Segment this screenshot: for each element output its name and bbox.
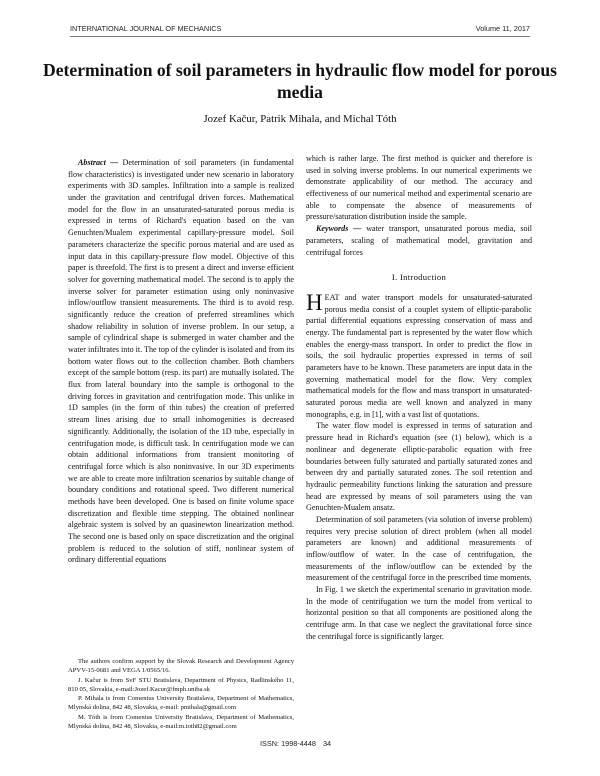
drop-cap: H — [306, 289, 323, 315]
intro-text-1: EAT and water transport models for unsaturated-saturated porous media consist of a couplet system of elliptic-parabolic partial differential equations expressing conservation of mass and energy. The fundamental part is represented by the water flow which enables the energy-mass transport. In order to predict the flow in soils, the soil hydraulic properties expressed in terms of soil parameters have to be known. These parameters are input data in the governing mathematical model for the flow. Very complex mathematical models for the flow and mass transport in unsaturated-saturated porous media are well known and analyzed in many monographs, e.g. in [1], with a vast list of quotations. — [306, 292, 532, 419]
left-column — [68, 157, 294, 566]
intro-paragraph-3: Determination of soil parameters (via solution of inverse problem) requires very precise solution of direct problem (when all model parameters are known) and additional measurements of inflow/outflow of water. In the case of centrifugation, the measurements of the inflow/outflow can be extended by the measurement of the centrifugal force in the prescribed time moments. — [306, 514, 532, 583]
intro-paragraph-1 — [306, 289, 532, 421]
keywords-label: Keywords — — [316, 224, 362, 234]
abstract-continued: which is rather large. The first method is quicker and therefore is used in solving inverse problems. In our numerical experiments we demonstrate applicability of our method. The accuracy and effectiveness of our numerical method and experimental scenario are able to compensate the absence of measurements of pressure/saturation distribution inside the sample. — [306, 154, 532, 222]
abstract-paragraph — [68, 157, 294, 566]
footnotes — [68, 657, 294, 731]
footnote: P. Mihala is from Comenius University Bratislava, Department of Mathematics, Mlynská dolina, 842 48, Slovakia, e-mail: pmihala@gmail.com — [68, 695, 294, 712]
footnote: M. Tóth is from Comenius University Bratislava, Department of Mathematics, Mlynská dolina, 842 48, Slovakia, e-mail:m.toth82@gmail.com — [68, 713, 294, 731]
paper-title: Determination of soil parameters in hydraulic flow model for porous media — [43, 60, 557, 102]
issn: ISSN: 1998-4448 — [260, 739, 316, 748]
journal-name: INTERNATIONAL JOURNAL OF MECHANICS — [70, 24, 222, 33]
abstract-text: Determination of soil parameters (in fundamental flow characteristics) is investigated under new scenario in laboratory experiments with 3D samples. Infiltration into a sample is realized under the gravitation and centrifugal driven forces. Mathematical model for the flow in an unsaturated-saturated porous media is expressed in terms of Richard's equation based on the van Genuchten/Mualem experimental capillary-pressure model. Soil parameters characterize the specific porous material and are used as input data in this capillary-pressure flow model. Objective of this paper is threefold. The first is to present a direct and inverse efficient solver for governing mathematical model. The second is to apply the inverse solver for parameter estimation using only noninvasive inflow/outflow transient measurements. The third is to avoid resp. significantly reduce the creation of preferred streamlines which shadow reliability in solution of inverse problem. In our setup, a sample of cylindrical shape is submerged in water chamber and the water infiltrates into it. The top of the cylinder is isolated and from its bottom water flows out to the collection chamber. Both chambers except of the sample bottom (resp. its part) are mutually isolated. The flux from lateral boundary into the sample is orthogonal to the driving forces in gravitation and centrifugation mode. This unlike in 1D samples (in the form of thin tubes) the creation of preferred stream lines arising due to small inhomogenities is decreased significantly. Additionally, the isolation of the 1D tube, especially in centrifugation mode, is difficult task. In centrifugation mode we can obtain additional informations from transient monitoring of centrifugal force which is also noninvasive. In our 3D experiments we are able to create more infiltration scenarios by suitable change of boundary conditions and rotational speed. Two different numerical methods have been developed. One is based on finite volume space discretization and flexible time stepping. The obtained nonlinear algebraic system is solved by an quasinewton linearization method. The second one is based only on space discretization and the original problem is reduced to the solution of stiff, nonlinear system of ordinary differential equations — [68, 158, 295, 565]
footnote: J. Kačur is from SvF STU Bratislava, Department of Physics, Radlinského 11, 810 05, Slovakia, e-mail:Jozef.Kacur@fmph.uniba.sk — [68, 676, 294, 693]
abstract-label: Abstract — — [78, 158, 119, 167]
right-column — [306, 153, 532, 643]
section-heading-introduction: I. Introduction — [391, 272, 447, 283]
intro-paragraph-4: In Fig. 1 we sketch the experimental scenario in gravitation mode. In the mode of centrifugation we turn the model from vertical to horizontal position so that all components are positioned along the centrifuge arm. In that case we neglect the gravitational force since the centrifugal force is significantly larger. — [306, 585, 532, 641]
footnote: The authors confirm support by the Slovak Research and Development Agency APVV-15-0681 and VEGA 1/0565/16. — [68, 658, 294, 675]
keywords-paragraph — [306, 223, 532, 258]
volume-info: Volume 11, 2017 — [475, 24, 530, 33]
keywords-text: water transport, unsaturated porous media, soil parameters, scaling of mathematical model, gravitation and centrifugal forces — [306, 224, 533, 257]
page-number: 34 — [323, 739, 332, 748]
intro-paragraph-2: The water flow model is expressed in terms of saturation and pressure head in Richard's equation (see (1) below), which is a nonlinear and degenerate elliptic-parabolic equation with free boundaries between fully saturated and partially saturated zones and between dry and partially saturated zones. The soil retention and hydraulic permeability functions linking the saturation and pressure head are expressed by means of soil parameters using the van Genuchten-Mualem ansatz. — [306, 421, 532, 513]
header-rule — [70, 36, 530, 37]
paper-authors: Jozef Kačur, Patrik Mihala, and Michal Tóth — [203, 113, 397, 125]
